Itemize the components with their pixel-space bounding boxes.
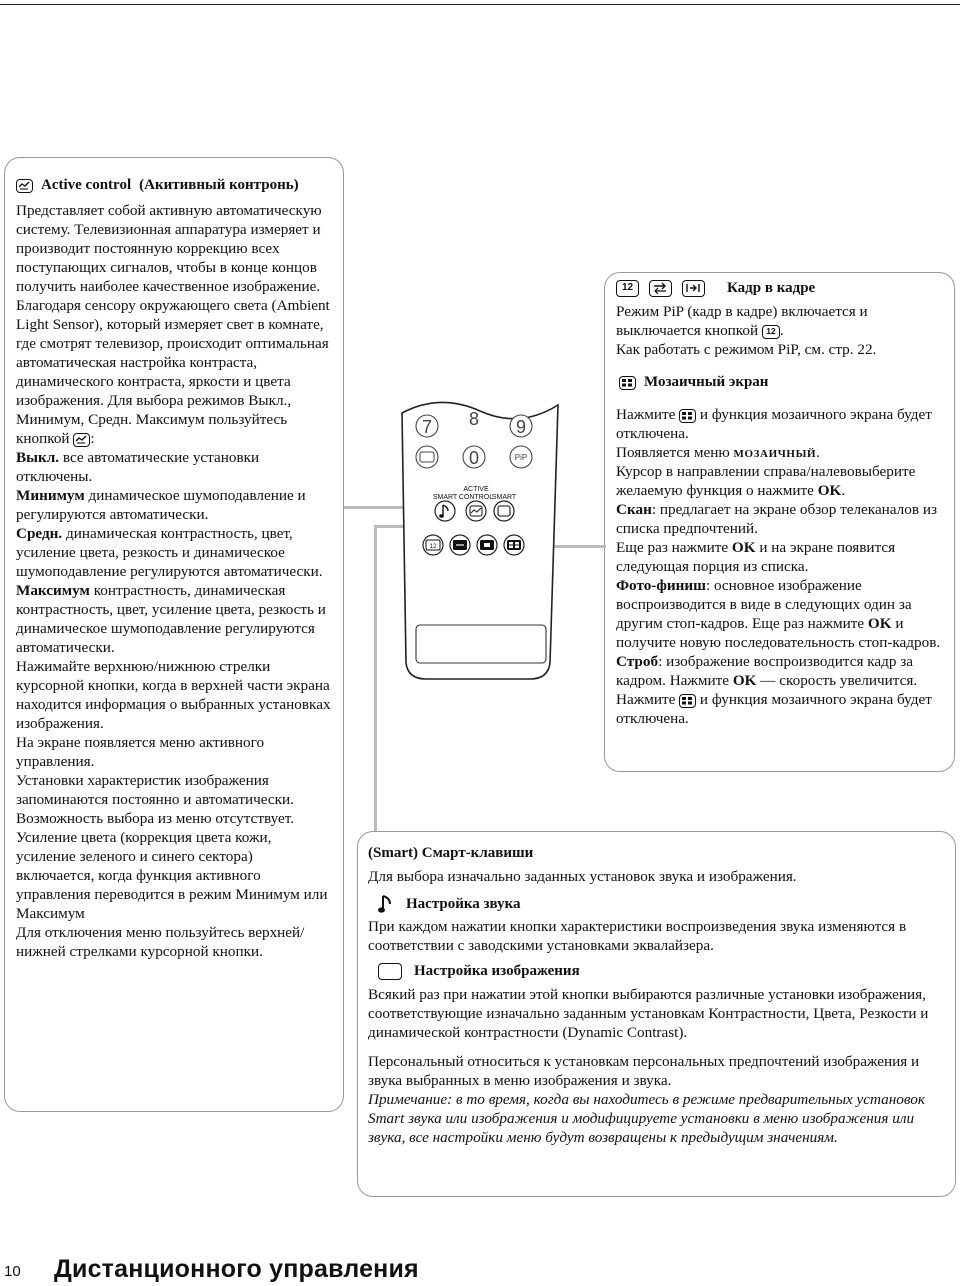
note-text: Примечание: в то время, когда вы находитесь в режиме предварительных установок Smart звука или изображения и модифицируете установки в меню изображения или звука, все настройки меню будут возвращены к предыдущим значениям. xyxy=(368,1091,925,1146)
svg-text:7: 7 xyxy=(421,417,433,437)
pip-heading xyxy=(616,279,944,298)
key-0[interactable] xyxy=(463,446,485,468)
active-control-title-ru: (Акитивный контронь) xyxy=(139,177,299,193)
mode-min: Минимум динамическое шумоподавление и регулируются автоматически. xyxy=(16,487,306,523)
para-nochoice: Возможность выбора из меню отсутствует. xyxy=(16,810,295,827)
svg-text:0: 0 xyxy=(468,448,480,468)
pip-title: Кадр в кадре xyxy=(727,280,816,296)
note-icon xyxy=(378,894,392,914)
label-smart-left: SMART xyxy=(432,494,458,501)
para-exit: Для отключения меню пользуйтесь верхней/нижней стрелками курсорной кнопки. xyxy=(16,924,305,960)
connector-bottom-v xyxy=(374,525,377,832)
swap-icon xyxy=(649,280,672,297)
pip-12-icon: 12 xyxy=(762,325,780,339)
mosaic-para-4: Еще раз нажмите OK и на экране появится следующая порция из списка. xyxy=(616,539,896,575)
active-control-icon xyxy=(73,433,90,447)
mosaic-icon xyxy=(619,376,636,390)
key-av[interactable] xyxy=(416,446,438,468)
key-9[interactable] xyxy=(510,415,532,437)
active-control-heading xyxy=(16,176,333,195)
mosaic-para-2: Появляется меню мозаичный. xyxy=(616,444,820,461)
key-pip[interactable] xyxy=(510,446,532,468)
mosaic-title: Мозаичный экран xyxy=(644,374,769,390)
label-control: CONTROL xyxy=(458,494,494,501)
mosaic-icon xyxy=(679,409,696,423)
mosaic-icon xyxy=(679,694,696,708)
personal-text: Персональный относиться к установкам персональных предпочтений изображения и звука выбранных в меню изображения и звука. xyxy=(368,1053,920,1089)
freeze-key[interactable] xyxy=(477,535,497,555)
smart-keys-panel xyxy=(357,831,956,1197)
picture-text: Всякий раз при нажатии этой кнопки выбираются различные установки изображения, соответствующие изначально заданным установкам Контрастности, Цвета, Резкости и динамической контрастности (Dynamic Contrast). xyxy=(368,986,929,1041)
mosaic-heading xyxy=(619,373,944,392)
para-boost: Усиление цвета (коррекция цвета кожи, усиление зеленого и синего сектора) включается, когда функция активного управления переводится в режим Минимум или Максимум xyxy=(16,829,328,922)
key-7[interactable] xyxy=(416,415,438,437)
pip-12-key[interactable] xyxy=(423,535,443,555)
active-control-title: Active control xyxy=(41,177,132,193)
pip-para-2: Как работать с режимом PiP, см. стр. 22. xyxy=(616,341,877,358)
top-rule xyxy=(0,4,960,5)
svg-text:PiP: PiP xyxy=(514,453,528,462)
svg-text:8: 8 xyxy=(468,409,480,429)
picture-icon xyxy=(378,963,402,980)
mosaic-photo: Фото-финиш: основное изображение воспроизводится в виде в следующих один за другим стоп-кадров. Еще раз нажмите OK и получите новую последовательность стоп-кадров. xyxy=(616,577,941,651)
mode-mid: Средн. динамическая контрастность, цвет, усиление цвета, резкость и динамическое шумоподавление регулируются автоматически. xyxy=(16,525,323,580)
mosaic-para-1: Нажмите и функция мозаичного экрана будет отключена. xyxy=(616,406,932,442)
page-number: 10 xyxy=(4,1263,21,1280)
para-arrows: Нажимайте верхнюю/нижнюю стрелки курсорной кнопки, когда в верхней части экрана находится информация о выбранных установках изображения. xyxy=(16,658,331,732)
footer-title: Дистанционного управления xyxy=(54,1255,419,1283)
swap-key[interactable] xyxy=(450,535,470,555)
picture-heading: Настройка изображения xyxy=(378,962,947,981)
active-control-intro: Представляет собой активную автоматическую систему. Телевизионная аппаратура измеряет и производит постоянную коррекцию всех поступающих сигналов, чтобы в конце концов получить наиболее качественное изображение. Благодаря сенсору окружающего света (Ambient Light Sensor), который измеряет свет в комнате, где смотрят телевизор, происходит оптимальная автоматическая настройка контраста, динамического контраста, яркости и цвета изображения. Для выбора режимов Выкл., Минимум, Средн. Максимум пользуйтесь кнопкой : xyxy=(16,202,330,447)
pip-para-1: Режим PiP (кадр в кадре) включается и выключается кнопкой 12 . xyxy=(616,303,868,339)
mosaic-strobe: Строб: изображение воспроизводится кадр за кадром. Нажмите OK — скорость увеличится. xyxy=(616,653,918,689)
para-menu: На экране появляется меню активного управления. xyxy=(16,734,265,770)
sound-text: При каждом нажатии кнопки характеристики воспроизведения звука изменяются в соответствии с заводскими установками эквалайзера. xyxy=(368,918,907,954)
mode-max: Максимум контрастность, динамическая контрастность, цвет, усиление цвета, резкость и динамическое шумоподавление регулируются автоматически. xyxy=(16,582,326,656)
mosaic-key[interactable] xyxy=(504,535,524,555)
smart-sound-key[interactable] xyxy=(435,501,455,521)
svg-text:12: 12 xyxy=(429,543,437,550)
label-active: ACTIVE xyxy=(463,486,489,493)
key-8[interactable] xyxy=(469,409,479,429)
remote-control-illustration xyxy=(380,393,580,683)
sound-heading: Настройка звука xyxy=(378,894,947,914)
active-control-icon xyxy=(16,179,33,193)
pip-12-icon: 12 xyxy=(616,280,639,297)
freeze-icon xyxy=(682,280,705,297)
mosaic-para-5: Нажмите и функция мозаичного экрана будет отключена. xyxy=(616,691,932,727)
mode-off: Выкл. все автоматические установки отключены. xyxy=(16,449,260,485)
smart-intro: Для выбора изначально заданных установок звука и изображения. xyxy=(368,868,797,885)
smart-heading: (Smart) Смарт-клавиши xyxy=(368,845,534,861)
label-smart-right: SMART xyxy=(491,494,517,501)
svg-text:9: 9 xyxy=(515,417,527,437)
active-control-panel xyxy=(4,157,344,1112)
para-saved: Установки характеристик изображения запоминаются постоянно и автоматически. xyxy=(16,772,294,808)
mosaic-para-3: Курсор в направлении справа/налевовыберите желаемую функция о нажмите OK. xyxy=(616,463,916,499)
pip-mosaic-panel xyxy=(604,272,955,772)
active-control-key[interactable] xyxy=(466,501,486,521)
mosaic-scan: Скан: предлагает на экране обзор телеканалов из списка предпочтений. xyxy=(616,501,937,537)
smart-picture-key[interactable] xyxy=(494,501,514,521)
